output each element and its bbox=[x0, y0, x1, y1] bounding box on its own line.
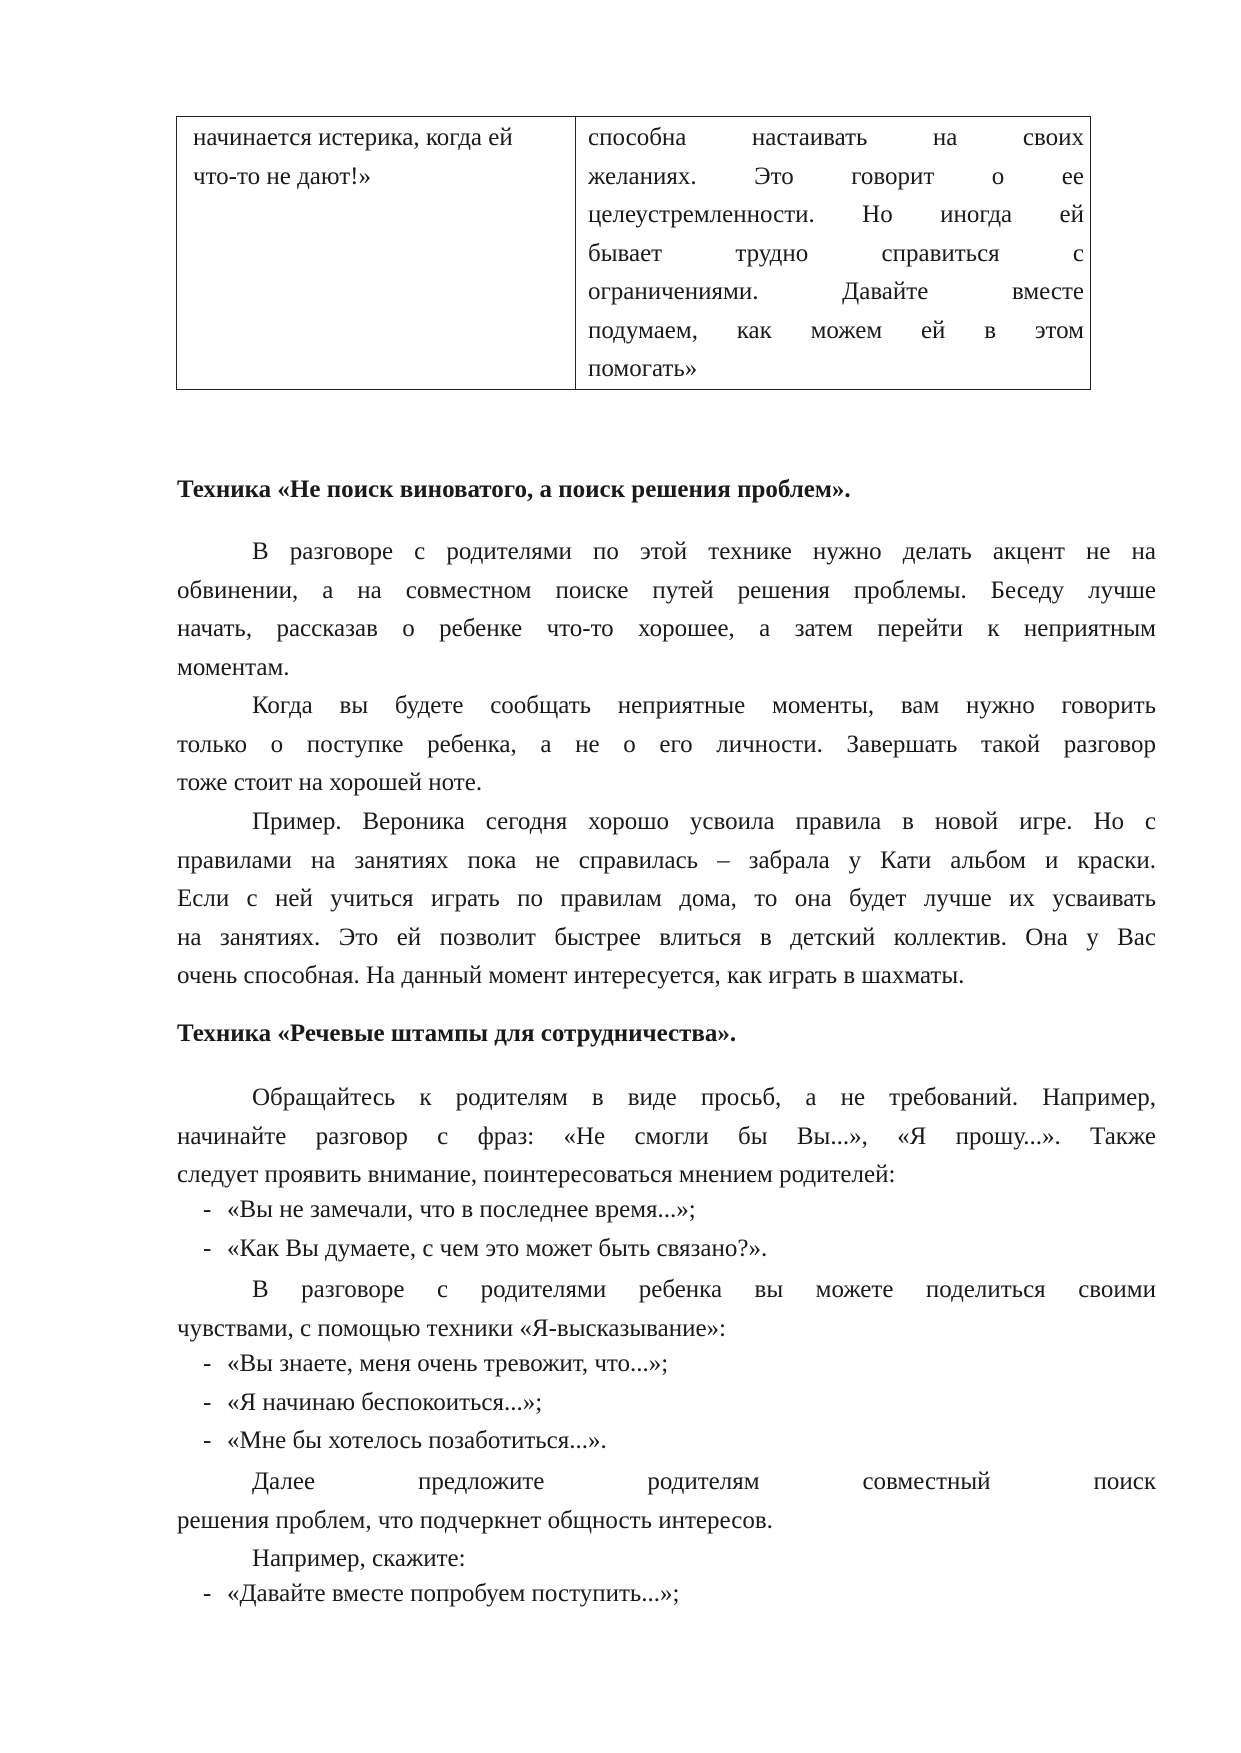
paragraph-line: только о поступке ребенка, а не о его личности. Завершать такой разговор bbox=[177, 730, 1156, 758]
list-dash: - bbox=[203, 1350, 212, 1377]
paragraph-line: Пример. Вероника сегодня хорошо усвоила правила в новой игре. Но с bbox=[252, 808, 1156, 835]
paragraph-line: моментам. bbox=[177, 653, 290, 681]
table-cell-line: подумаем, как можем ей в этом bbox=[588, 316, 1084, 344]
section-heading: Техника «Не поиск виноватого, а поиск решения проблем». bbox=[177, 476, 851, 503]
table-cell-line: что-то не дают!» bbox=[193, 162, 371, 190]
paragraph-line: решения проблем, что подчеркнет общность интересов. bbox=[177, 1506, 773, 1534]
list-item-text: «Вы не замечали, что в последнее время...»; bbox=[227, 1196, 696, 1223]
list-item bbox=[203, 1389, 542, 1417]
table-cell-line: помогать» bbox=[588, 355, 698, 382]
table-cell-situation bbox=[177, 117, 576, 389]
paragraph-line: Если с ней учиться играть по правилам дома, то она будет лучше их усваивать bbox=[177, 885, 1156, 912]
table-cell-line: способна настаивать на своих bbox=[588, 124, 1084, 151]
list-item-text: «Как Вы думаете, с чем это может быть связано?». bbox=[227, 1235, 768, 1262]
list-dash: - bbox=[203, 1580, 212, 1607]
paragraph-line: Когда вы будете сообщать неприятные моменты, вам нужно говорить bbox=[252, 692, 1156, 719]
paragraph-line: следует проявить внимание, поинтересоваться мнением родителей: bbox=[177, 1161, 896, 1188]
paragraph-line: на занятиях. Это ей позволит быстрее влиться в детский коллектив. Она у Вас bbox=[177, 923, 1156, 951]
list-item bbox=[203, 1196, 696, 1224]
paragraph-line: В разговоре с родителями по этой технике нужно делать акцент не на bbox=[252, 538, 1156, 565]
paragraph-line: чувствами, с помощью техники «Я-высказывание»: bbox=[177, 1314, 726, 1342]
list-item-text: «Мне бы хотелось позаботиться...». bbox=[227, 1427, 607, 1454]
paragraph-example bbox=[177, 803, 1156, 996]
list-dash: - bbox=[203, 1235, 212, 1262]
paragraph bbox=[177, 687, 1156, 803]
paragraph-line: Обращайтесь к родителям в виде просьб, а не требований. Например, bbox=[252, 1084, 1156, 1111]
table-cell-response bbox=[576, 117, 1090, 389]
paragraph-line: Далее предложите родителям совместный поиск bbox=[252, 1468, 1156, 1495]
table-cell-line: бывает трудно справиться с bbox=[588, 239, 1084, 267]
paragraph-line: тоже стоит на хорошей ноте. bbox=[177, 769, 483, 796]
paragraph-line: начинайте разговор с фраз: «Не смогли бы Вы...», «Я прошу...». Также bbox=[177, 1122, 1156, 1150]
paragraph-line: В разговоре с родителями ребенка вы можете поделиться своими bbox=[252, 1276, 1156, 1303]
table-cell-line: желаниях. Это говорит о ее bbox=[588, 162, 1084, 190]
list-item-text: «Вы знаете, меня очень тревожит, что...»; bbox=[227, 1350, 669, 1377]
list-item bbox=[203, 1350, 668, 1378]
paragraph bbox=[177, 1463, 1156, 1540]
paragraph-line: правилами на занятиях пока не справилась – забрала у Кати альбом и краски. bbox=[177, 846, 1156, 874]
paragraph-line: очень способная. На данный момент интересуется, как играть в шахматы. bbox=[177, 962, 965, 989]
list-dash: - bbox=[203, 1196, 212, 1223]
list-item-text: «Давайте вместе попробуем поступить...»; bbox=[227, 1580, 680, 1607]
continued-table bbox=[176, 116, 1091, 390]
section-heading: Техника «Речевые штампы для сотрудничества». bbox=[177, 1020, 737, 1047]
paragraph-line: начать, рассказав о ребенке что-то хорошее, а затем перейти к неприятным bbox=[177, 615, 1156, 642]
table-cell-line: ограничениями. Давайте вместе bbox=[588, 278, 1084, 305]
list-item-text: «Я начинаю беспокоиться...»; bbox=[227, 1389, 543, 1416]
paragraph-line: обвинении, а на совместном поиске путей решения проблемы. Беседу лучше bbox=[177, 576, 1156, 604]
list-dash: - bbox=[203, 1389, 212, 1416]
list-item bbox=[203, 1580, 680, 1608]
table-cell-line: целеустремленности. Но иногда ей bbox=[588, 201, 1084, 228]
paragraph bbox=[177, 1271, 1156, 1348]
list-item bbox=[203, 1427, 607, 1455]
list-dash: - bbox=[203, 1427, 212, 1454]
paragraph bbox=[177, 1540, 1156, 1579]
paragraph bbox=[177, 533, 1156, 687]
paragraph-line: Например, скажите: bbox=[252, 1545, 466, 1572]
paragraph bbox=[177, 1079, 1156, 1195]
table-cell-line: начинается истерика, когда ей bbox=[193, 124, 513, 151]
list-item bbox=[203, 1235, 767, 1263]
